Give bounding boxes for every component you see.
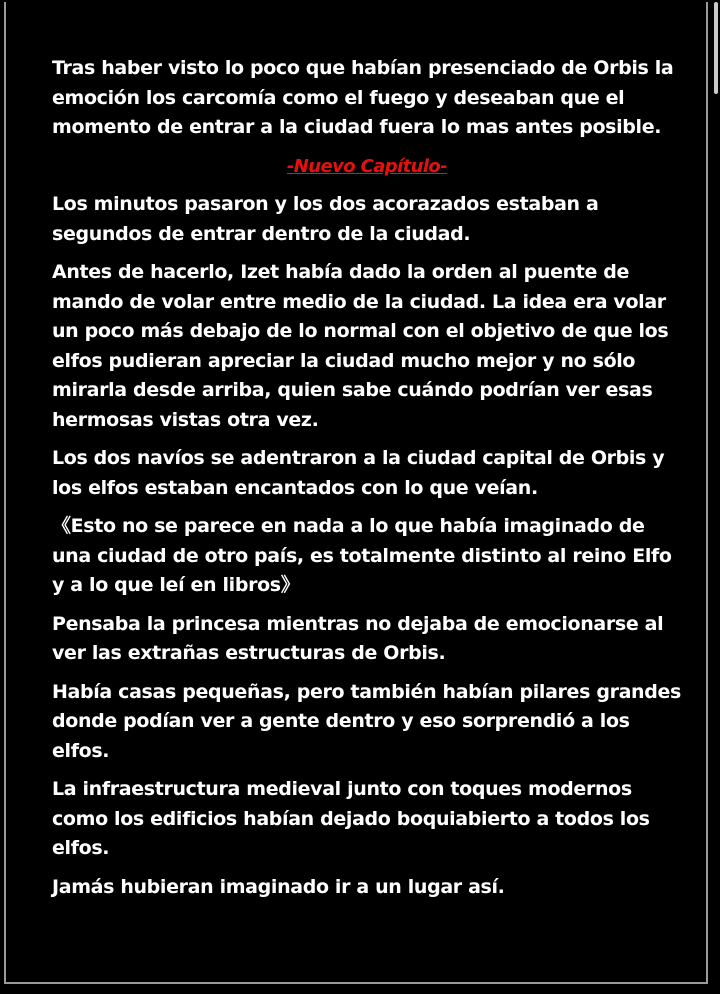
- paragraph-8: La infraestructura medieval junto con toques modernos como los edificios habían dejado boquiabierto a todos los elfos.: [52, 778, 650, 859]
- paragraph-7: Había casas pequeñas, pero también habían pilares grandes donde podían ver a gente dentro y eso sorprendió a los elfos.: [52, 680, 681, 762]
- scroll-thumb[interactable]: [714, 2, 718, 94]
- chapter-heading: -Nuevo Capítulo-: [286, 155, 448, 177]
- paragraph-4: Los dos navíos se adentraron a la ciudad capital de Orbis y los elfos estaban encantados con lo que veían.: [52, 447, 665, 499]
- paragraph-9: Jamás hubieran imaginado ir a un lugar así.: [52, 875, 505, 898]
- paragraph-1: Tras haber visto lo poco que habían presenciado de Orbis la emoción los carcomía como el fuego y deseaban que el momento de entrar a la ciudad fuera lo mas antes posible.: [52, 57, 674, 138]
- page-frame: [4, 2, 708, 984]
- paragraph-2: Los minutos pasaron y los dos acorazados estaban a segundos de entrar dentro de la ciudad.: [52, 193, 599, 245]
- paragraph-3: Antes de hacerlo, Izet había dado la orden al puente de mando de volar entre medio de la ciudad. La idea era volar un poco más debajo de lo normal con el objetivo de que los elfos pudieran apreciar la ciudad mucho mejor y no sólo mirarla desde arriba, quien sabe cuándo podrían ver esas hermosas vistas otra vez.: [52, 261, 669, 431]
- document-body: [52, 54, 682, 911]
- scrollbar[interactable]: [710, 0, 720, 994]
- paragraph-6: Pensaba la princesa mientras no dejaba de emocionarse al ver las extrañas estructuras de Orbis.: [52, 612, 664, 664]
- paragraph-5: 《Esto no se parece en nada a lo que había imaginado de una ciudad de otro país, es totalmente distinto al reino Elfo y a lo que leí en libros》: [52, 515, 672, 596]
